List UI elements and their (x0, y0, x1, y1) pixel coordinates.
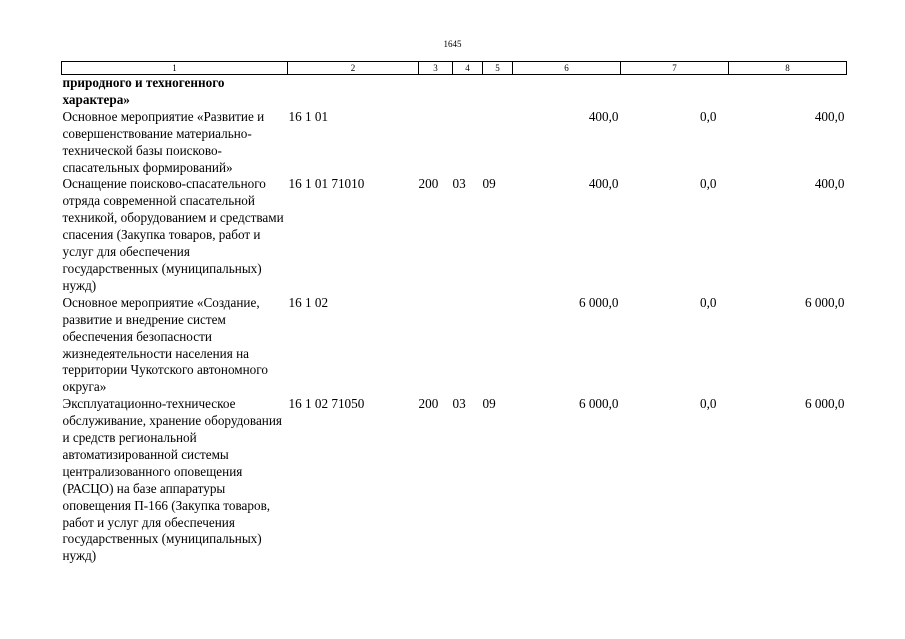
header-col-5: 5 (483, 62, 513, 75)
row-name: Эксплуатационно-техническое обслуживание, хранение оборудования и средств региональной автоматизированной системы централизованного оповещения (РАСЦО) на базе аппаратуры оповещения П-166 (Закупка товаров, работ и услуг для обеспечения государственных (муниципальных) нужд) (62, 396, 282, 564)
row-sum-1: 400,0 (588, 176, 619, 192)
row-rz (453, 109, 483, 177)
row-name: природного и техногенного характера» (62, 75, 225, 107)
row-sum-1: 400,0 (588, 108, 619, 124)
row-name: Основное мероприятие «Создание, развитие и внедрение систем обеспечения безопасности жизнедеятельности населения на территории Чукотского автономного округа» (62, 294, 268, 395)
row-pr (483, 75, 513, 109)
header-col-7: 7 (621, 62, 729, 75)
table-row (62, 75, 847, 109)
budget-table (61, 61, 847, 565)
row-sum-2: 0,0 (700, 294, 717, 310)
row-sum-1: 6 000,0 (578, 396, 619, 412)
row-vr: 200 (418, 176, 439, 192)
table-row (62, 176, 847, 294)
row-csr (288, 75, 419, 109)
row-vr (419, 109, 453, 177)
row-sum-2: 0,0 (700, 396, 717, 412)
row-vr: 200 (418, 396, 439, 412)
row-rz: 03 (452, 396, 466, 412)
row-sum-3: 6 000,0 (804, 294, 845, 310)
table-row (62, 295, 847, 396)
header-col-6: 6 (513, 62, 621, 75)
row-name: Оснащение поисково-спасательного отряда современной спасательной техникой, оборудованием и средствами спасения (Закупка товаров, работ и услуг для обеспечения государственных (муниципальных) нужд) (62, 176, 284, 293)
header-col-1: 1 (62, 62, 288, 75)
row-vr (419, 295, 453, 396)
table-row (62, 109, 847, 177)
row-pr: 09 (482, 176, 496, 192)
row-sum-1: 6 000,0 (578, 294, 619, 310)
page-number: 1645 (443, 39, 462, 49)
row-sum-2: 0,0 (700, 108, 717, 124)
row-sum-2: 0,0 (700, 176, 717, 192)
row-sum-2 (621, 75, 729, 109)
row-pr (483, 295, 513, 396)
header-col-8: 8 (729, 62, 847, 75)
row-rz: 03 (452, 176, 466, 192)
header-col-3: 3 (419, 62, 453, 75)
row-rz (453, 75, 483, 109)
table-body (62, 75, 847, 566)
row-rz (453, 295, 483, 396)
row-vr (419, 75, 453, 109)
table-header (62, 62, 847, 75)
row-sum-3: 6 000,0 (804, 396, 845, 412)
header-col-2: 2 (288, 62, 419, 75)
row-sum-3: 400,0 (814, 176, 845, 192)
table-row (62, 396, 847, 565)
row-sum-3 (729, 75, 847, 109)
row-pr (483, 109, 513, 177)
row-sum-1 (513, 75, 621, 109)
header-col-4: 4 (453, 62, 483, 75)
row-csr: 16 1 02 (288, 294, 329, 310)
row-pr: 09 (482, 396, 496, 412)
row-csr: 16 1 01 (288, 108, 329, 124)
row-name: Основное мероприятие «Развитие и совершенствование материально-технической базы поисково-спасательных формирований» (62, 108, 265, 175)
row-csr: 16 1 02 71050 (288, 396, 365, 412)
row-csr: 16 1 01 71010 (288, 176, 365, 192)
header-row (62, 62, 847, 75)
row-sum-3: 400,0 (814, 108, 845, 124)
